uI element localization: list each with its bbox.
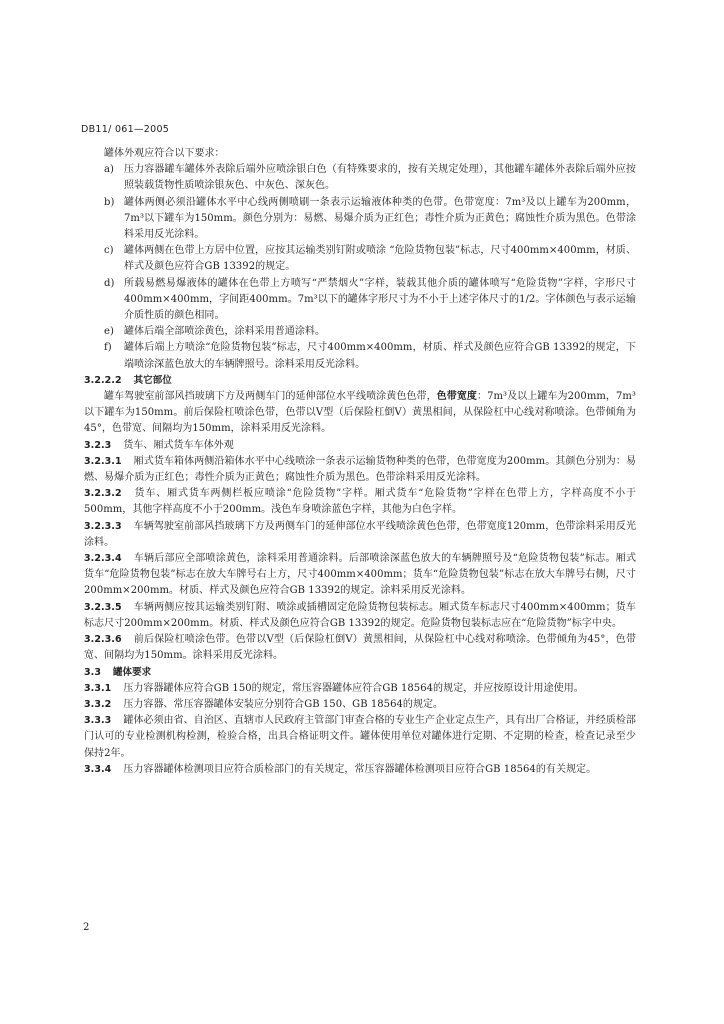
list-text: 罐体两侧必须沿罐体水平中心线两侧喷刷一条表示运输液体种类的色带。色带宽度：7m³及以上罐车为200mm，7m³以下罐车为150mm。颜色分别为：易燃、易爆介质为正红色；毒性介质为正黄色；腐蚀性介质为黑色。色带涂料采用反光涂料。 xyxy=(124,196,636,241)
section-body-3222 xyxy=(84,389,636,438)
clause-number: 3.2.3.5 xyxy=(84,601,122,613)
clause-text: 压力容器罐体检测项目应符合质检部门的有关规定，常压容器罐体检测项目应符合GB 18564的有关规定。 xyxy=(123,763,597,775)
clause-text: 货车、厢式货车两侧栏板应喷涂“危险货物”字样。厢式货车“危险货物”字样在色带上方，字样高度不小于500mm，其他字样高度不小于200mm。浅色车身喷涂蓝色字样，其他为白色字样。 xyxy=(84,488,636,516)
body-text: 罐车驾驶室前部风挡玻璃下方及两侧车门的延伸部位水平线喷涂黄色色带， xyxy=(104,391,437,403)
list-marker: e) xyxy=(104,326,114,338)
body-text: ：7m³及以上罐车为200mm，7m³以下罐车为150mm。前后保险杠喷涂色带，色带以V型（后保险杠倒V）黄黑相间，从保险杠中心线对称喷涂。色带倾角为45°，色带宽、间隔均为150mm，涂料采用反光涂料。 xyxy=(84,391,636,435)
section-title: 其它部位 xyxy=(133,374,172,386)
clause-text: 罐体必须由省、自治区、直辖市人民政府主管部门审查合格的专业生产企业定点生产，具有出厂合格证，并经质检部门认可的专业检测机构检测，检验合格，出具合格证明文件。罐体使用单位对罐体进行定期、不定期的检查，检查记录至少保持2年。 xyxy=(84,715,636,759)
intro-text: 罐体外观应符合以下要求： xyxy=(104,148,225,159)
clause-number: 3.2.3.4 xyxy=(84,553,122,565)
clause-334 xyxy=(84,762,636,778)
section-title: 货车、厢式货车车体外观 xyxy=(123,439,234,451)
list-item-f xyxy=(84,340,636,372)
body-text-bold: 色带宽度 xyxy=(436,391,477,403)
section-title: 罐体要求 xyxy=(112,666,152,678)
clause-text: 压力容器、常压容器罐体安装应分别符合GB 150、GB 18564的规定。 xyxy=(123,698,444,710)
clause-3231 xyxy=(84,454,636,486)
list-text: 罐体两侧在色带上方居中位置，应按其运输类别钉附或喷涂 “危险货物包装”标志，尺寸400mm×400mm，材质、样式及颜色应符合GB 13392的规定。 xyxy=(124,245,636,273)
section-number: 3.2.3 xyxy=(84,439,112,451)
clause-number: 3.2.3.6 xyxy=(84,634,122,646)
clause-number: 3.3.3 xyxy=(84,715,112,727)
clause-331 xyxy=(84,681,636,697)
list-marker: f) xyxy=(104,342,112,354)
section-number: 3.3 xyxy=(84,666,101,678)
clause-number: 3.2.3.3 xyxy=(84,520,122,532)
clause-text: 压力容器罐体应符合GB 150的规定，常压容器罐体应符合GB 18564的规定，并应按原设计用途使用。 xyxy=(123,682,584,694)
clause-3236 xyxy=(84,632,636,664)
clause-3234 xyxy=(84,551,636,600)
clause-number: 3.2.3.1 xyxy=(84,455,122,467)
list-item-d xyxy=(84,276,636,325)
page-number: 2 xyxy=(83,922,90,933)
clause-number: 3.3.2 xyxy=(84,698,112,710)
section-heading-323 xyxy=(84,438,636,454)
clause-text: 车辆后部应全部喷涂黄色，涂料采用普通涂料。后部喷涂深蓝色放大的车辆牌照号及“危险货物包装”标志。厢式货车“危险货物包装”标志在放大车牌号右上方，尺寸400mm×400mm；货车“危险货物包装”标志在放大车牌号右侧，尺寸200mm×200mm。材质、样式及颜色应符合GB 13392的规定。涂料采用反光涂料。 xyxy=(84,553,636,597)
clause-3233 xyxy=(84,519,636,551)
clause-3232 xyxy=(84,486,636,518)
list-text: 罐体后端全部喷涂黄色，涂料采用普通涂料。 xyxy=(124,326,325,338)
list-text: 压力容器罐车罐体外表除后端外应喷涂银白色（有特殊要求的，按有关规定处理），其他罐车罐体外表除后端外应按照装载货物性质喷涂银灰色、中灰色、深灰色。 xyxy=(124,164,636,192)
list-marker: a) xyxy=(104,164,114,176)
clause-332 xyxy=(84,697,636,713)
section-heading-3222 xyxy=(84,373,636,389)
clause-333 xyxy=(84,713,636,762)
section-number: 3.2.2.2 xyxy=(84,374,122,386)
clause-text: 车辆驾驶室前部风挡玻璃下方及两侧车门的延伸部位水平线喷涂黄色色带，色带宽度120mm，色带涂料采用反光涂料。 xyxy=(84,520,636,548)
clause-number: 3.2.3.2 xyxy=(84,488,122,500)
list-item-e xyxy=(84,324,636,340)
clause-text: 前后保险杠喷涂色带。色带以V型（后保险杠倒V）黄黑相间，从保险杠中心线对称喷涂。色带倾角为45°，色带宽、间隔均为150mm。涂料采用反光涂料。 xyxy=(84,634,636,662)
list-marker: c) xyxy=(104,245,114,257)
list-marker: d) xyxy=(104,277,115,289)
list-text: 罐体后端上方喷涂“危险货物包装”标志，尺寸400mm×400mm，材质、样式及颜色应符合GB 13392的规定，下端喷涂深蓝色放大的车辆牌照号。涂料采用反光涂料。 xyxy=(124,342,636,370)
clause-number: 3.3.4 xyxy=(84,763,112,775)
clause-text: 厢式货车箱体两侧沿箱体水平中心线喷涂一条表示运输货物种类的色带，色带宽度为200mm。其颜色分别为：易燃、易爆介质为正红色；毒性介质为正黄色；腐蚀性介质为黑色。色带涂料采用反光涂料。 xyxy=(84,455,636,484)
document-number-header: DB11/ 061—2005 xyxy=(81,124,170,135)
list-text: 所载易燃易爆液体的罐体在色带上方喷写“严禁烟火”字样，装载其他介质的罐体喷写“危险货物”字样，字形尺寸400mm×400mm，字间距400mm。7m³以下的罐体字形尺寸为不小于上述字体尺寸的1/2。字体颜色与表示运输介质性质的颜色相同。 xyxy=(124,277,636,322)
list-item-a xyxy=(84,162,636,194)
document-body xyxy=(84,146,636,778)
list-item-b xyxy=(84,195,636,244)
clause-number: 3.3.1 xyxy=(84,682,112,694)
clause-3235 xyxy=(84,600,636,632)
list-marker: b) xyxy=(104,196,115,208)
list-item-c xyxy=(84,243,636,275)
section-heading-33 xyxy=(84,665,636,681)
clause-text: 车辆两侧应按其运输类别钉附、喷涂或插槽固定危险货物包装标志。厢式货车标志尺寸400mm×400mm；货车标志尺寸200mm×200mm。材质、样式及颜色应符合GB 13392的规定。危险货物包装标志应在“危险货物”标字中央。 xyxy=(84,601,636,629)
